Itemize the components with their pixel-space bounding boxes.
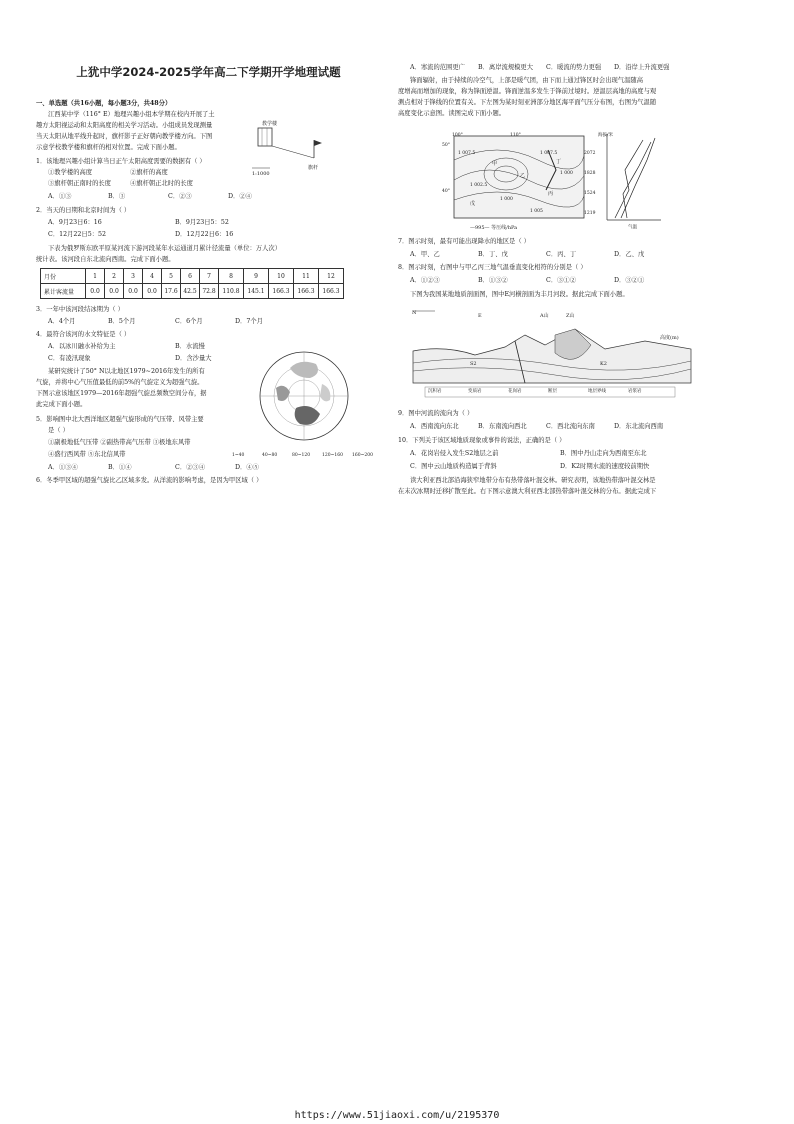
intro1-line3: 当天太阳从地平线升起时，旗杆影子正好朝向教学楼方向。下图 xyxy=(36,133,213,140)
river-e-label: E xyxy=(478,313,482,319)
q1-b[interactable]: B．③ xyxy=(108,193,126,200)
legend-2: 40~80 xyxy=(262,453,278,458)
q6-c[interactable]: C．暖流的势力更强 xyxy=(546,64,602,71)
q9-stem: 9．图中河流的流向为（ ） xyxy=(398,410,474,417)
isobar-1005: 1 005 xyxy=(530,209,543,214)
mountain-z-label: Z山 xyxy=(566,313,575,319)
intro1-line2: 趣方太阳视运动和太阳高度的相关学习活动。小组成员发现测量 xyxy=(36,122,213,129)
table-cell: 6 xyxy=(181,269,200,284)
table-cell: 145.1 xyxy=(244,284,269,299)
q2-b[interactable]: B．9月23日5：52 xyxy=(175,219,229,226)
q8-stem: 8．图示时刻，右图中与甲乙丙三地气温垂直变化相符的分别是（ ） xyxy=(398,264,587,271)
altitude-tick-4: 1219 xyxy=(584,211,596,216)
temperature-profile xyxy=(595,130,665,230)
intro4-line1: 锋面辐射，由于持续的冷空气，上部是暖气团，由下而上通过锋区时会出现气温随高 xyxy=(410,77,643,84)
geologic-cross-section xyxy=(405,305,697,401)
intro4-line4: 高度变化示意图。读图完成下面小题。 xyxy=(398,110,506,117)
intro5: 下图为我国某地地质剖面图，图中E河横剖面为丰月河段。据此完成下面小题。 xyxy=(410,291,629,298)
table-cell: 42.5 xyxy=(181,284,200,299)
intro4-line3: 测点相对于锋线的位置有关。下左图为某时刻亚洲部分地区海平面气压分布图，右图为气温随 xyxy=(398,99,657,106)
intro3-line3: 下图示意该地区1979—2016年超强气旋总频数空间分布，据 xyxy=(36,390,207,397)
isobar-map xyxy=(438,130,588,230)
q5-stem2: 是（ ） xyxy=(48,427,69,434)
q3-b[interactable]: B．5个月 xyxy=(108,318,136,325)
q10-c[interactable]: C．图中云山地质构造属于背斜 xyxy=(410,463,497,470)
legend-rock-5: 地层界线 xyxy=(588,389,606,394)
table-cell: 166.3 xyxy=(294,284,319,299)
isobar-1007: 1 007.5 xyxy=(458,151,476,156)
intro6-line2: 在末次冰期时迁移扩散至此。右下图示意澳大利亚西北部热带落叶混交林的分布。据此完成下 xyxy=(398,488,657,495)
table-cell: 12 xyxy=(319,269,344,284)
q10-d[interactable]: D．K2时期水流的速度较前期快 xyxy=(560,463,650,470)
q2-c[interactable]: C．12月22日5：52 xyxy=(48,231,107,238)
isobar-1002: 1 002.5 xyxy=(470,183,488,188)
isobar-1007b: 1 007.5 xyxy=(540,151,558,156)
q8-a[interactable]: A．①②③ xyxy=(410,277,440,284)
table-cell: 17.6 xyxy=(162,284,181,299)
q1-opt1: ①教学楼的高度 xyxy=(48,169,93,176)
q3-stem: 3．一年中该河段结冰期为（ ） xyxy=(36,306,124,313)
intro3-line2: 气旋，并将中心气压值最低的前5%的气旋定义为超强气旋。 xyxy=(36,379,204,386)
mark-yi: 乙 xyxy=(520,173,526,179)
intro3-line4: 此完成下面小题。 xyxy=(36,401,87,408)
lat-50: 50° xyxy=(442,143,450,148)
scale-label: 1:1000 xyxy=(252,171,270,177)
q1-c[interactable]: C．②③ xyxy=(168,193,192,200)
k2-label: K2 xyxy=(600,361,607,367)
legend-3: 80~120 xyxy=(292,453,311,458)
north-label: N xyxy=(412,310,417,316)
legend-1: 1~40 xyxy=(232,453,245,458)
q6-stem: 6．冬季甲区域的超强气旋比乙区域多发。从洋流的影响考虑，是因为甲区域（ ） xyxy=(36,477,263,484)
q9-d[interactable]: D．东北流向西南 xyxy=(614,423,664,430)
q4-c[interactable]: C．有凌汛现象 xyxy=(48,355,91,362)
q1-d[interactable]: D．②④ xyxy=(228,193,252,200)
isobar-1000b: 1 000 xyxy=(560,171,573,176)
q5-stem: 5．影响图中北大西洋地区超强气旋形成的气压带、风带主要 xyxy=(36,416,204,423)
table-header: 月份 xyxy=(41,269,86,284)
table-cell: 166.3 xyxy=(319,284,344,299)
table-row xyxy=(41,269,344,284)
lon-110: 110° xyxy=(510,133,521,138)
mark-bing: 丙 xyxy=(548,191,554,197)
intro3-line1: 某研究统计了50° N以北地区1979~2016年发生的所有 xyxy=(48,368,205,375)
altitude-tick-2: 1828 xyxy=(584,171,596,176)
building-label: 教学楼 xyxy=(262,121,278,127)
table-cell: 10 xyxy=(269,269,294,284)
flag-label: 旗杆 xyxy=(308,165,319,171)
table-cell: 2 xyxy=(105,269,124,284)
q1-opt4: ④旗杆朝正北时的长度 xyxy=(130,180,193,187)
q3-c[interactable]: C．6个月 xyxy=(175,318,203,325)
q8-d[interactable]: D．③②① xyxy=(614,277,645,284)
q9-a[interactable]: A．西南流向东北 xyxy=(410,423,459,430)
q1-opt2: ②旗杆的高度 xyxy=(130,169,168,176)
table-cell: 0.0 xyxy=(105,284,124,299)
mark-jia: 甲 xyxy=(492,161,498,167)
q7-b[interactable]: B．丁、戊 xyxy=(478,251,508,258)
lon-100: 100° xyxy=(452,133,463,138)
table-cell: 3 xyxy=(124,269,143,284)
temp-axis-label: 气温 xyxy=(628,225,637,230)
q3-a[interactable]: A．4个月 xyxy=(48,318,76,325)
intro6-line1: 读大利亚西北部沿海狭窄地带分布有热带落叶混交林。研究表明，该地热带落叶混交林是 xyxy=(410,477,656,484)
q5-a[interactable]: A．①③④ xyxy=(48,464,78,471)
altitude-label: 海拔/米 xyxy=(598,133,614,138)
section-heading: 一、单选题（共16小题，每小题3分，共48分） xyxy=(36,100,172,107)
legend-rock-2: 变质岩 xyxy=(468,389,482,394)
intro2-line1: 下表为俄罗斯东欧平原某河流下游河段某年水运通道月累计径流量（单位：万人次） xyxy=(48,245,281,252)
q6-b[interactable]: B．离岸流规模更大 xyxy=(478,64,534,71)
q5-opts2: ④盛行西风带 ⑤东北信风带 xyxy=(48,451,126,458)
q3-d[interactable]: D．7个月 xyxy=(235,318,263,325)
passenger-table xyxy=(40,268,344,299)
altitude-tick-1: 2072 xyxy=(584,151,596,156)
q10-b[interactable]: B．图中丹山走向为西南至东北 xyxy=(560,450,647,457)
q7-a[interactable]: A．甲、乙 xyxy=(410,251,440,258)
table-cell: 72.8 xyxy=(200,284,219,299)
intro1-line1: 江西某中学（116° E）地理兴趣小组本学期在校内开展了土 xyxy=(48,111,215,118)
table-cell: 11 xyxy=(294,269,319,284)
q9-c[interactable]: C．西北流向东南 xyxy=(546,423,595,430)
q10-a[interactable]: A．花岗岩侵入发生S2地层之前 xyxy=(410,450,499,457)
q6-a[interactable]: A．寒流的范围更广 xyxy=(410,64,465,71)
intro2-line2: 统计表。该河段自东北流向西南。完成下面小题。 xyxy=(36,256,175,263)
altitude-tick-3: 1524 xyxy=(584,191,596,196)
legend-4: 120~160 xyxy=(322,453,343,458)
table-row xyxy=(41,284,344,299)
q1-a[interactable]: A．①③ xyxy=(48,193,72,200)
table-cell: 7 xyxy=(200,269,219,284)
intro4-line2: 度增高而增加的现象，称为锋面逆温。锋面逆温多发生于锋前过境时。逆温层高地的高度与观 xyxy=(398,88,657,95)
table-cell: 0.0 xyxy=(86,284,105,299)
isobar-legend: —995— 等压线/hPa xyxy=(470,225,518,231)
q4-stem: 4．最符合该河的水文特征是（ ） xyxy=(36,331,131,338)
table-header: 累计客流量 xyxy=(41,284,86,299)
table-cell: 1 xyxy=(86,269,105,284)
table-cell: 8 xyxy=(219,269,244,284)
q4-d[interactable]: D．含沙量大 xyxy=(175,355,212,362)
page-title: 上犹中学2024-2025学年高二下学期开学地理试题 xyxy=(76,65,341,79)
cyclone-polar-map xyxy=(250,348,378,456)
q7-c[interactable]: C．丙、丁 xyxy=(546,251,577,258)
q8-c[interactable]: C．③①② xyxy=(546,277,577,284)
table-cell: 110.8 xyxy=(219,284,244,299)
q2-a[interactable]: A．9月23日6：16 xyxy=(48,219,102,226)
q8-b[interactable]: B．①③② xyxy=(478,277,508,284)
mountain-a-label: A山 xyxy=(540,313,549,319)
q2-stem: 2．当天的日期和北京时间为（ ） xyxy=(36,207,131,214)
q7-d[interactable]: D．乙、戊 xyxy=(614,251,645,258)
q10-stem: 10．下列关于该区域地质现象或事件的说法，正确的是（ ） xyxy=(398,437,566,444)
q5-d[interactable]: D．④⑤ xyxy=(235,464,259,471)
q5-c[interactable]: C．②③④ xyxy=(175,464,206,471)
mark-ding: 丁 xyxy=(556,159,562,165)
s2-label: S2 xyxy=(470,361,477,367)
q4-a[interactable]: A．以冰川融水补给为主 xyxy=(48,343,116,350)
legend-rock-6: 岩浆岩 xyxy=(628,389,642,394)
lat-40: 40° xyxy=(442,189,450,194)
q5-opts1: ①副极地低气压带 ②副热带高气压带 ③极地东风带 xyxy=(48,439,191,446)
legend-rock-4: 断层 xyxy=(548,389,557,394)
isobar-1000: 1 000 xyxy=(500,197,513,202)
mark-wu: 戊 xyxy=(470,201,476,207)
table-cell: 9 xyxy=(244,269,269,284)
q7-stem: 7．图示时刻，最有可能出现降水的地区是（ ） xyxy=(398,238,530,245)
height-unit: 高度(m) xyxy=(660,335,679,341)
q2-d[interactable]: D．12月22日6：16 xyxy=(175,231,234,238)
legend-rock-3: 花岗岩 xyxy=(508,389,522,394)
legend-5: 160~200 xyxy=(352,453,373,458)
table-cell: 0.0 xyxy=(124,284,143,299)
table-cell: 166.3 xyxy=(269,284,294,299)
q6-d[interactable]: D．沿岸上升流更强 xyxy=(614,64,670,71)
intro1-line4: 示意学校教学楼和旗杆的相对位置。完成下面小题。 xyxy=(36,144,181,151)
q9-b[interactable]: B．东南流向西北 xyxy=(478,423,527,430)
q1-opt3: ③旗杆朝正南时的长度 xyxy=(48,180,111,187)
q1-stem: 1．该地理兴趣小组计算当日正午太阳高度需要的数据有（ ） xyxy=(36,158,206,165)
footer-url[interactable]: https://www.51jiaoxi.com/u/2195370 xyxy=(294,1110,500,1121)
table-cell: 0.0 xyxy=(143,284,162,299)
legend-rock-1: 沉积岩 xyxy=(428,389,442,394)
q4-b[interactable]: B．水流慢 xyxy=(175,343,205,350)
table-cell: 4 xyxy=(143,269,162,284)
q5-b[interactable]: B．①④ xyxy=(108,464,132,471)
table-cell: 5 xyxy=(162,269,181,284)
